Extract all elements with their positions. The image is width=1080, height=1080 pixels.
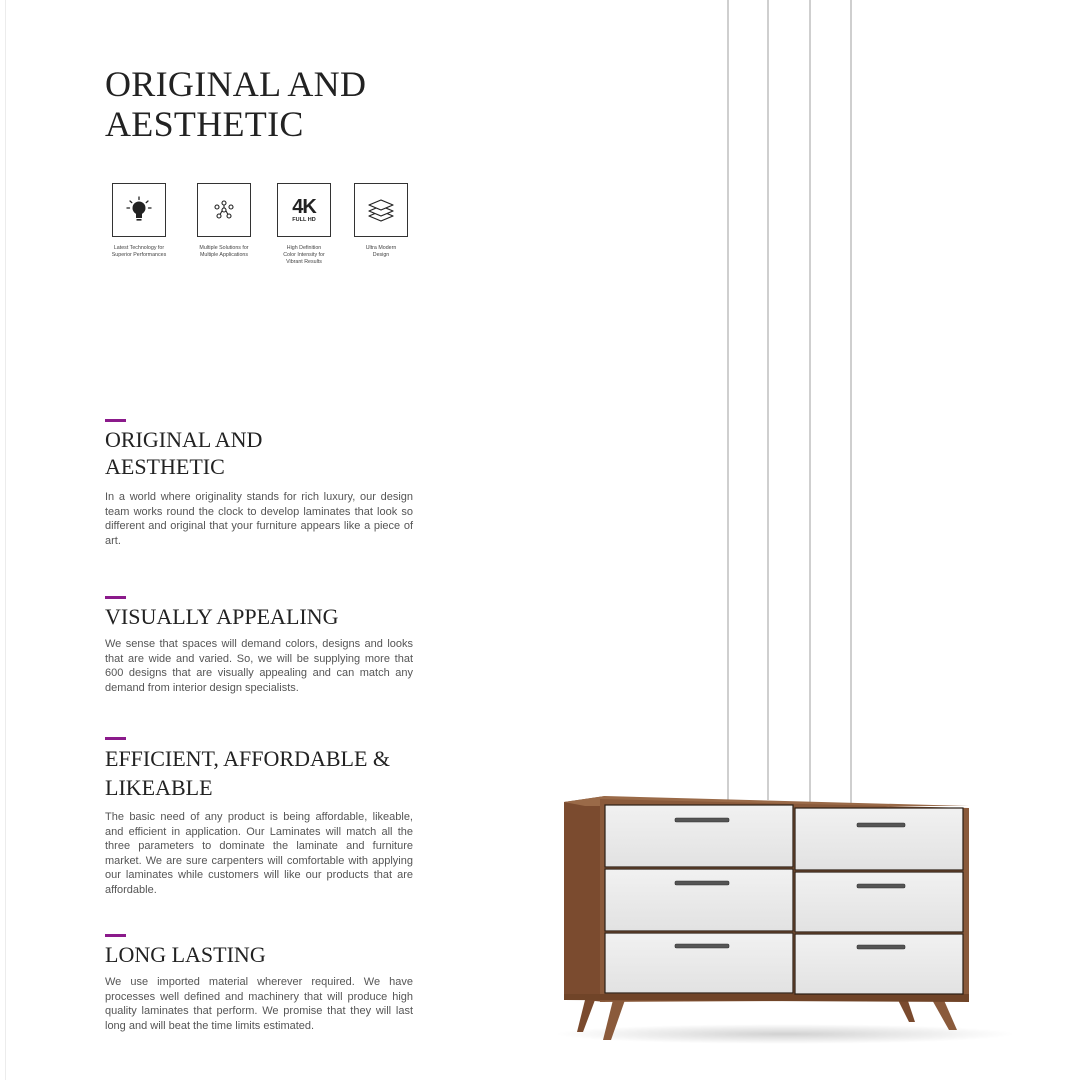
4k-full-hd-icon: 4K FULL HD — [292, 195, 316, 223]
page-title: ORIGINAL AND AESTHETIC — [105, 64, 367, 144]
section-accent-bar — [105, 419, 126, 422]
section-accent-bar — [105, 934, 126, 937]
feature-caption: Latest Technology for Superior Performances — [111, 245, 167, 258]
section-body: In a world where originality stands for rich luxury, our design team works round the clock to develop laminates that look so different and original that your furniture appears like a piece of art. — [105, 491, 413, 547]
feature-multiple-solutions — [184, 183, 264, 259]
hanging-wire — [767, 0, 769, 800]
section-visually-appealing — [105, 596, 413, 695]
feature-icon-box — [112, 183, 166, 237]
feature-latest-technology — [99, 183, 179, 259]
section-title: EFFICIENT, AFFORDABLE & LIKEABLE — [105, 746, 391, 800]
section-accent-bar — [105, 596, 126, 599]
section-body: We sense that spaces will demand colors, designs and looks that are wide and varied. So, we will be supplying more that 600 designs that are visually appealing and can match any demand from interior design specialists. — [105, 638, 413, 694]
lightbulb-icon — [124, 195, 154, 225]
feature-icon-box — [354, 183, 408, 237]
section-title: VISUALLY APPEALING — [105, 604, 339, 629]
molecule-icon — [209, 195, 239, 225]
feature-icon-box — [277, 183, 331, 237]
section-accent-bar — [105, 737, 126, 740]
section-original-aesthetic — [105, 419, 413, 548]
feature-caption: Ultra Modern Design — [365, 245, 397, 258]
feature-high-definition — [264, 183, 344, 266]
feature-caption: High Definition Color Intensity for Vibrant Results — [283, 245, 325, 265]
hanging-wire — [850, 0, 852, 806]
section-title: ORIGINAL AND AESTHETIC — [105, 427, 263, 479]
feature-ultra-modern — [341, 183, 421, 259]
dresser-image — [545, 790, 1025, 1055]
feature-icon-box — [197, 183, 251, 237]
section-efficient-affordable — [105, 737, 413, 897]
hanging-wire — [727, 0, 729, 800]
hanging-wire — [809, 0, 811, 804]
section-long-lasting — [105, 934, 413, 1033]
feature-caption: Multiple Solutions for Multiple Applications — [199, 245, 249, 258]
section-body: We use imported material wherever required. We have processes well defined and machinery that will produce high quality laminates that perform. We promise that they will last long and will beat the time limits estimated. — [105, 976, 413, 1032]
layers-icon — [365, 194, 397, 226]
section-title: LONG LASTING — [105, 942, 266, 967]
page-border-line — [5, 0, 6, 1080]
section-body: The basic need of any product is being affordable, likeable, and efficient in application. Our Laminates will match all the three parameters to dominate the laminate and furniture market. We are sure carpenters will comfortable with applying our laminates while customers will like our products that are affordable. — [105, 811, 413, 896]
